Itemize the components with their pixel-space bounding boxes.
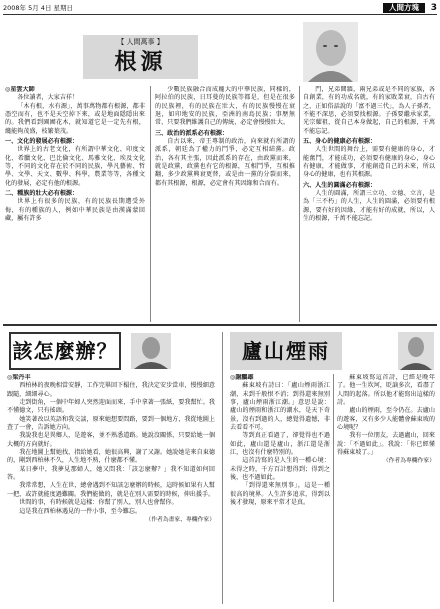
section-name: 人間方塊: [383, 3, 425, 13]
left-body: [7, 374, 215, 604]
right-body-col-1: [230, 374, 330, 604]
top-paragraph: 門，兄弟鬩牆，兩兄弟或是不同的家族，各自創業，有的功成名就，有的家敗業衰，自古有之，正如俗話說的「富不過三代」，為人子孫者，不能不深思，必須要找根源。子孫要繼承家業，光宗耀祖，從自己本身做起，自己的根源，千萬不能忘記。: [303, 86, 435, 135]
right-paragraph: 蘇東坡寫這首詩，已經是晚年了。他一生坎坷，貶謫多次，看盡了人間的起落。所以他才能寫出這樣的詩。: [337, 374, 435, 407]
left-title: 該怎麼辦？: [9, 332, 121, 370]
left-paragraph: 我常常想，人生在世，總會遇到不知該怎麼辦的時候，這時候如果有人幫一把，或許就能度過難關。我們能做的，就是在別人需要的時候，伸出援手。: [7, 482, 215, 498]
left-paragraph: 走到街角，一個中年婦人突然迎面而來，手中拿著一張紙，要我幫忙。我不懂德文，只有搖頭。: [7, 399, 215, 415]
left-paragraph: 這是我在西柏林遇見的一件小事，至今難忘。: [19, 507, 142, 515]
top-byline: ◎星雲大師: [5, 86, 35, 93]
right-article: [226, 330, 437, 606]
issue-date: 2008年 5月 4日 星期日: [3, 4, 74, 12]
left-paragraph: 世間的事，有時候就是這樣：你幫了別人，別人也會幫你。: [19, 499, 178, 507]
right-paragraph: 等到真正看過了，卻覺得也不過如此，廬山還是廬山，浙江還是浙江，也沒有什麼特別的。: [230, 432, 330, 457]
left-credit: （作者為畫家、專欄作家）: [145, 516, 215, 523]
top-subheading: 一、文化的發展必有根源：: [5, 138, 79, 146]
left-paragraph: 某日夢中，我夢見那婦人，她又問我：「該怎麼辦？」我不知道如何回答。: [7, 465, 215, 482]
top-subheading: 三、政治的派系必有根源：: [155, 129, 229, 137]
right-title: 廬山煙雨: [230, 332, 342, 370]
author-photo: [131, 333, 171, 369]
top-article: [3, 18, 437, 326]
page-number: 3: [430, 3, 437, 13]
top-col-2: [155, 86, 295, 324]
column-divider: [333, 374, 334, 602]
column-divider: [150, 86, 151, 322]
right-credit: （作者為專欄作家）: [382, 458, 435, 465]
top-paragraph: 世界上有很多的民族，有的民族長期遭受外侮，有的種族的人，例如中華民族是由漢滿蒙回藏，屬有許多: [5, 198, 145, 223]
top-banner: [83, 35, 198, 79]
author-photo: [398, 332, 434, 370]
right-paragraph: 「到得還來無別事」，這是一種很高的境界。人生許多追求，得到以後才發現，原來平常才是真。: [230, 482, 330, 507]
left-article: [3, 330, 219, 606]
top-paragraph: 「木有根，水有源」，萬事萬物都有根源，都非憑空而有，也不是天空掉下來，或是地面隱隱出來的。我們看到園圃花木，就知道它是一定先有根，纔能夠茂盛，枝繁葉茂。: [5, 102, 145, 135]
top-subheading: 五、身心的健康必有根源：: [303, 138, 377, 146]
top-kicker: 【 人間萬事 】: [117, 38, 164, 46]
top-col-intro: [3, 18, 80, 82]
top-paragraph: 人生的圓滿，所謂三立功、立德、立言，是為「三不朽」的人生，人生的圓滿，必須要有根源，要有好的因緣，才能有好的成就，所以，人生的根源，千萬不能忘記。: [303, 190, 435, 223]
left-paragraph: 我在地圖上幫她找，指給她看，她很高興，謝了又謝。她說她是來自東德的，剛到西柏林不久，人生地不熟，什麼都不懂。: [7, 449, 215, 465]
right-paragraph: 廬山的煙雨，至今仍在。去廬山的遊客，又有多少人能體會蘇東坡的心境呢？: [337, 407, 435, 432]
top-col-3: [303, 86, 435, 324]
right-paragraph: 這首詩寫的是人生的一種心境：未得之時，千方百計想得到；得到之後，也不過如此。: [230, 457, 330, 482]
top-paragraph: 少數民族融合而成龐大的中華民族，同樣的，阿拉伯的民族，日耳曼的民族等都是，但是在很多的民族裡，有的民族在壯大，有的民族慢慢在衰退，如印地安的民族，亞洲的南島民族；事歷無常，只要我們維護自己的傳統，必定會慢慢壯大。: [155, 86, 295, 127]
top-paragraph: 世界上的古老文化，有所謂中華文化、印度文化、希臘文化、巴比倫文化、馬雅文化、埃及文化等，不同的文化存在於不同的民族，學凡藝術、哲學、文學、天文、數學、科學，農業等等，各種文化的發展，必定有他的根源。: [5, 146, 145, 187]
top-col-1: [5, 86, 145, 324]
top-subheading: 六、人生的圓滿必有根源：: [303, 181, 377, 189]
left-byline: ◎梁丹丰: [7, 374, 31, 381]
top-paragraph: 自古以來，帝王專制的政治，向來就有所謂的派系，朝廷為了權力的鬥爭，必定互相結黨。政治，各有其主張，因此派系的存在，由政黨而來，就是政黨，政黨也有它的根源，互相鬥爭，互相推翻，多少政黨興衰更替，或是由一黨的分裂而來，都有其根源，根源，必定會有其因緣和合而有。: [155, 138, 295, 187]
top-paragraph: 各位讀者，大家吉祥！: [17, 94, 79, 102]
article-divider: [222, 332, 223, 604]
top-paragraph: 人生世間的舞台上，需要有健康的身心，才能奮鬥，才能成功，必須要有健康的身心，身心有健康，才能做事，才能創造自己的未來，所以身心的健康，也有其根源。: [303, 146, 435, 179]
author-portrait: [303, 22, 358, 82]
top-title: 根源: [114, 49, 167, 75]
right-paragraph: 我有一位朋友，去過廬山，回來說：「不過如此」。我說：「你已經懂得蘇東坡了。」: [337, 432, 435, 457]
left-paragraph: 我說我也是異鄉人，是遊客，並不熟悉道路。她說沒關係，只要給她一個大概的方向就好。: [7, 432, 215, 448]
page-header: [3, 3, 437, 15]
right-paragraph: 蘇東坡有詩曰：「廬山煙雨浙江潮，未到千般恨不消；到得還來無別事，廬山煙雨浙江潮。」意思是說：廬山的煙雨和浙江的潮水，是天下奇景，沒有到過的人，總覺得遺憾，非去看看不可。: [230, 382, 330, 432]
left-paragraph: 西柏林的夜晚相當安靜，工作完畢回下榻住，我決定安步當車，慢慢細意跟隨，細細尋心。: [7, 382, 215, 398]
top-subheading: 二、種族的壯大必有根源：: [5, 190, 79, 198]
right-body-col-2: [337, 374, 435, 604]
right-byline: ◎謝鵬雄: [230, 374, 254, 381]
left-paragraph: 她笑著改以英語和我交談，原來她想要問路，要到一個地方，我從地圖上查了一會，告訴她方向。: [7, 415, 215, 432]
column-divider: [299, 86, 300, 322]
